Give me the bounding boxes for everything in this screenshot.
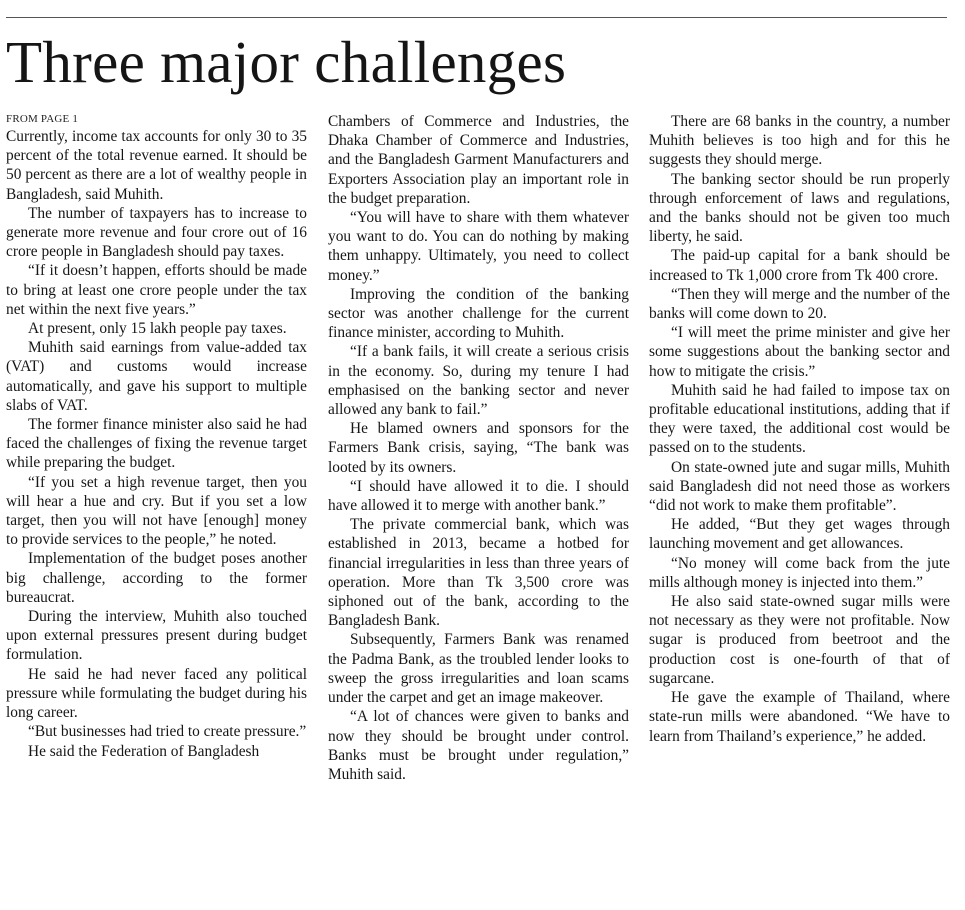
article-paragraph: The banking sector should be run properly through enforcement of laws and regulations, and the banks should not be given too much liberty, he said. [649,170,950,246]
article-paragraph: Currently, income tax accounts for only 30 to 35 percent of the total revenue earned. It should be 50 percent as there are a lot of wealthy people in Bangladesh, said Muhith. [6,128,307,203]
article-paragraph: He said the Federation of Bangladesh [28,742,260,760]
top-rule [6,17,947,18]
article-column-3 [649,112,950,746]
article-paragraph: He added, “But they get wages through launching movement and get allowances. [649,516,950,553]
article-paragraph: Improving the condition of the banking sector was another challenge for the current finance minister, according to Muhith. [328,285,629,342]
article-paragraph: “Then they will merge and the number of the banks will come down to 20. [649,285,950,323]
article-paragraph: During the interview, Muhith also touched upon external pressures present during budget formulation. [6,608,307,664]
article-paragraph: He gave the example of Thailand, where state-run mills were abandoned. “We have to learn from Thailand’s experience,” he added. [649,689,950,745]
article-paragraph: He also said state-owned sugar mills were not necessary as they were not profitable. Now sugar is produced from beetroot and the production cost is one-fourth of that of sugarcane. [649,593,950,687]
kicker: FROM PAGE 1 [6,113,79,125]
article-paragraph: He said he had never faced any political pressure while formulating the budget during his long career. [6,665,307,722]
article-paragraph: The paid-up capital for a bank should be increased to Tk 1,000 crore from Tk 400 crore. [649,247,950,284]
article-paragraph: “I will meet the prime minister and give her some suggestions about the banking sector and how to mitigate the crisis.” [649,324,950,380]
article-column-2 [328,112,629,784]
article-paragraph: “You will have to share with them whatever you want to do. You can do nothing by making them unhappy. Ultimately, you need to collect money.” [328,209,629,284]
article-paragraph: “But businesses had tried to create pressure.” [28,723,307,741]
article-paragraph: “I should have allowed it to die. I should have allowed it to merge with another bank.” [328,477,629,515]
article-paragraph: “If it doesn’t happen, efforts should be made to bring at least one crore people under the tax net within the next five years.” [6,262,307,318]
article-paragraph: The private commercial bank, which was established in 2013, became a hotbed for financial irregularities in less than three years of operation. More than Tk 3,500 crore was siphoned out of the bank, according to the Bangladesh Bank. [328,516,629,630]
article-paragraph: On state-owned jute and sugar mills, Muhith said Bangladesh did not need those as workers “did not work to make them profitable”. [649,458,950,515]
article-paragraph: The number of taxpayers has to increase to generate more revenue and four crore out of 16 crore people in Bangladesh should pay taxes. [6,204,307,261]
article-paragraph: He blamed owners and sponsors for the Farmers Bank crisis, saying, “The bank was looted by its owners. [328,420,629,476]
article-column-1 [6,112,307,761]
article-paragraph: “A lot of chances were given to banks and now they should be brought under control. Banks must be brought under regulation,” Muhith said. [328,708,629,783]
article-paragraph: Implementation of the budget poses another big challenge, according to the former bureaucrat. [6,550,307,606]
article-paragraph: “If a bank fails, it will create a serious crisis in the economy. So, during my tenure I had emphasised on the banking sector and never allowed any bank to fail.” [328,343,629,419]
article-paragraph: Muhith said he had failed to impose tax on profitable educational institutions, adding that if they were taxed, the additional cost would be passed on to the students. [649,381,950,457]
article-paragraph: There are 68 banks in the country, a number Muhith believes is too high and for this he suggests they should merge. [649,113,950,169]
article-paragraph: The former finance minister also said he had faced the challenges of fixing the revenue target while preparing the budget. [6,416,307,472]
article-paragraph: Subsequently, Farmers Bank was renamed the Padma Bank, as the troubled lender looks to sweep the gross irregularities and loan scams under the carpet and get an image makeover. [328,631,629,707]
article-paragraph: Chambers of Commerce and Industries, the Dhaka Chamber of Commerce and Industries, and the Bangladesh Garment Manufacturers and Exporters Association play an important role in the budget preparation. [328,113,629,207]
article-paragraph: At present, only 15 lakh people pay taxes. [28,320,287,338]
article-paragraph: “If you set a high revenue target, then you will hear a hue and cry. But if you set a low target, then you will not have [enough] money to provide services to the people,” he noted. [6,473,307,549]
article-paragraph: Muhith said earnings from value-added tax (VAT) and customs would increase automatically, and gave his support to multiple slabs of VAT. [6,339,307,414]
headline: Three major challenges [6,29,567,95]
article-paragraph: “No money will come back from the jute mills although money is injected into them.” [649,554,950,591]
